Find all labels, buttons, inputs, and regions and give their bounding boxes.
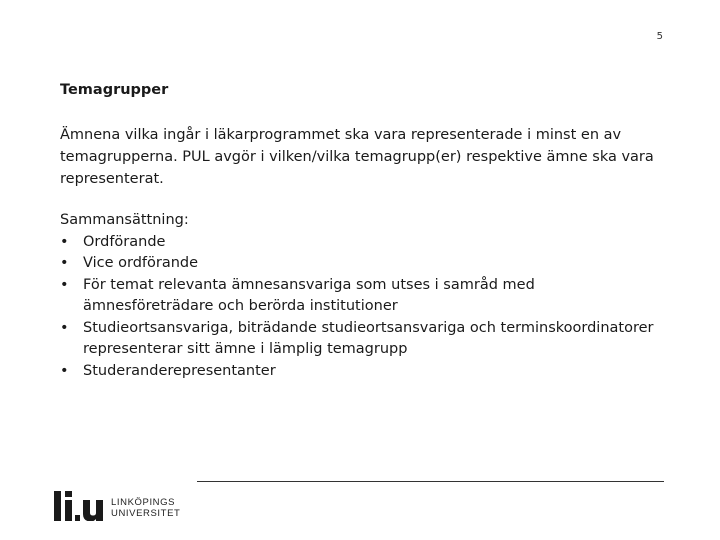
list-item: • Vice ordförande (60, 253, 660, 275)
intro-paragraph (60, 124, 670, 190)
logo-line-2: UNIVERSITET (111, 508, 181, 519)
list-item: • Ordförande (60, 232, 660, 254)
logo-wordmark (111, 497, 180, 519)
list-item: • Studieortsansvariga, biträdande studieortsansvariga och terminskoordinatorer representerar sitt ämne i lämplig temagrupp (60, 318, 660, 361)
logo-line-1: LINKÖPINGS (111, 497, 176, 508)
intro-text: Ämnena vilka ingår i läkarprogrammet ska vara representerade i minst en av temagrupperna. PUL avgör i vilken/vilka temagrupp(er) respektive ämne ska vara representerat. (60, 127, 654, 187)
composition-section (60, 210, 660, 382)
footer-divider (197, 481, 664, 482)
list-item: • Studeranderepresentanter (60, 361, 660, 383)
section-heading: Temagrupper (60, 82, 169, 98)
liu-logo-icon (54, 491, 106, 521)
university-logo (54, 491, 181, 523)
list-item: • För temat relevanta ämnesansvariga som utses i samråd med ämnesföreträdare och berörda institutioner (60, 275, 660, 318)
composition-label: Sammansättning: (60, 212, 189, 228)
composition-list (60, 232, 660, 383)
page-number: 5 (656, 31, 663, 42)
